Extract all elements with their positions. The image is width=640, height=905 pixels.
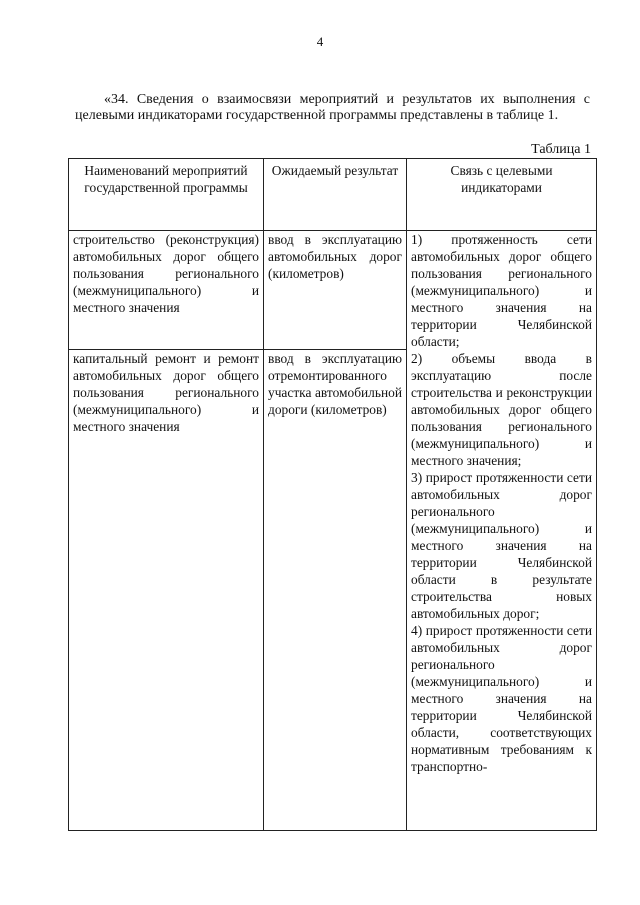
indicators-cell xyxy=(407,231,597,831)
table-caption: Таблица 1 xyxy=(531,142,591,157)
activity-cell: капитальный ремонт и ремонт автомобильных дорог общего пользования регионального (межмуниципального) и местного значения xyxy=(69,350,264,831)
indicator-item: 1) протяженность сети автомобильных дорог общего пользования регионального (межмуниципального) и местного значения на территории Челябинской области; xyxy=(411,232,592,349)
header-indicators: Связь с целевыми индикаторами xyxy=(407,159,597,231)
table-row xyxy=(69,231,597,350)
header-activities: Наименований мероприятий государственной программы xyxy=(69,159,264,231)
activity-cell: строительство (реконструкция) автомобильных дорог общего пользования регионального (межмуниципального) и местного значения xyxy=(69,231,264,350)
result-cell: ввод в эксплуатацию отремонтированного участка автомобильной дороги (километров) xyxy=(264,350,407,831)
table-header-row xyxy=(69,159,597,231)
indicator-item: 4) прирост протяженности сети автомобильных дорог регионального (межмуниципального) и местного значения на территории Челябинской области, соответствующих нормативным требованиям к транспортно- xyxy=(411,623,592,774)
indicator-item: 3) прирост протяженности сети автомобильных дорог регионального (межмуниципального) и местного значения на территории Челябинской области в результате строительства новых автомобильных дорог; xyxy=(411,470,592,621)
intro-paragraph: «34. Сведения о взаимосвязи мероприятий и результатов их выполнения с целевыми индикаторами государственной программы представлены в таблице 1. xyxy=(75,92,590,123)
page-number: 4 xyxy=(316,34,324,49)
indicator-item: 2) объемы ввода в эксплуатацию после строительства и реконструкции автомобильных дорог общего пользования регионального (межмуниципального) и местного значения; xyxy=(411,351,592,468)
header-expected-result: Ожидаемый результат xyxy=(264,159,407,231)
result-cell: ввод в эксплуатацию автомобильных дорог (километров) xyxy=(264,231,407,350)
indicators-table xyxy=(68,158,597,831)
